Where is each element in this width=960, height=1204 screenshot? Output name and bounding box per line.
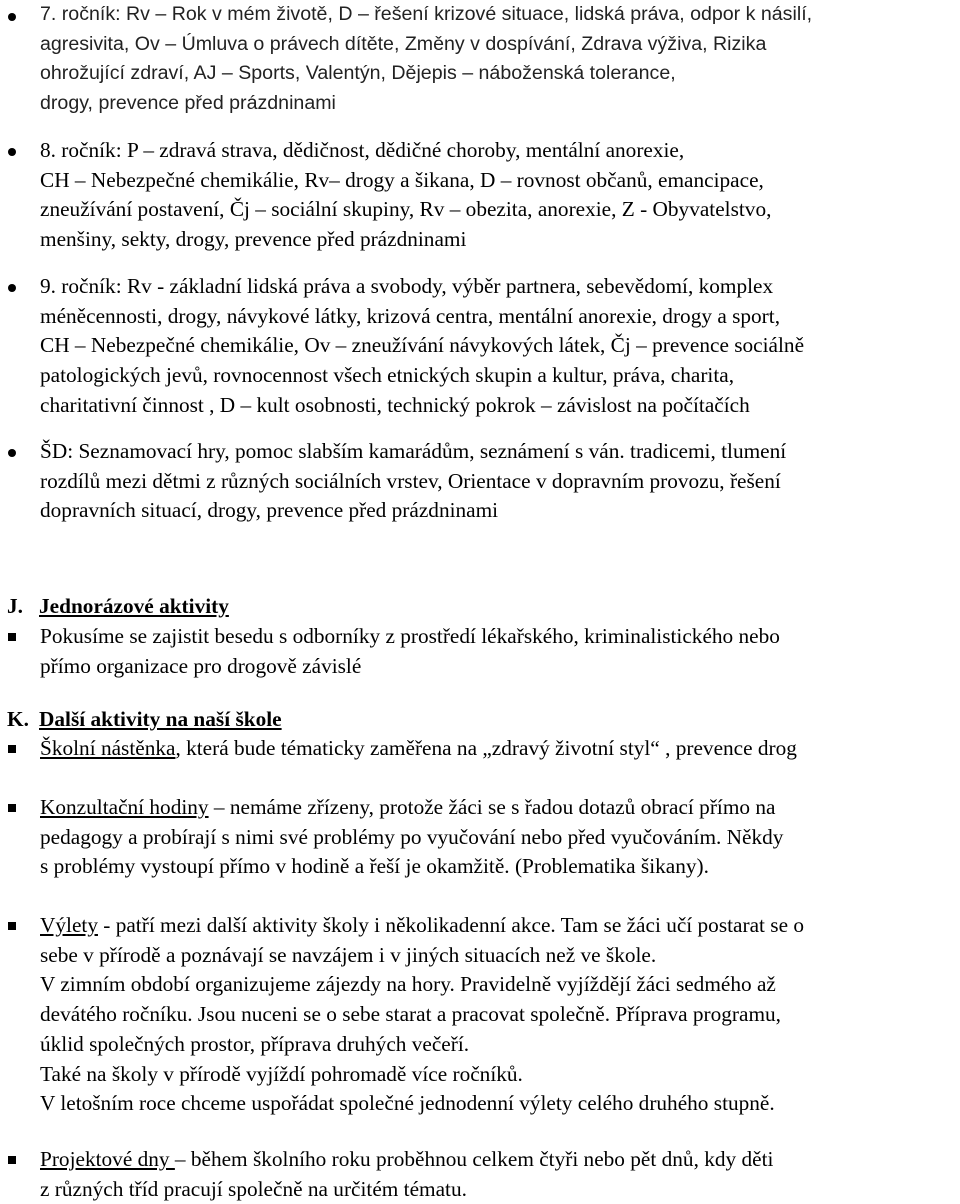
text-line: patologických jevů, rovnocennost všech etnických skupin a kultur, práva, charita, xyxy=(40,363,735,388)
section-heading-j xyxy=(7,592,947,622)
text-line: ŠD: Seznamovací hry, pomoc slabším kamarádům, seznámení s ván. tradicemi, tlumení xyxy=(40,439,787,463)
text-line: 9. ročník: Rv - základní lidská práva a svobody, výběr partnera, sebevědomí, komplex xyxy=(40,274,774,298)
text-line: s problémy vystoupí přímo v hodině a řeší je okamžitě. (Problematika šikany). xyxy=(40,854,709,879)
section-title: Další aktivity na naší škole xyxy=(39,707,282,731)
text-line: CH – Nebezpečné chemikálie, Rv– drogy a šikana, D – rovnost občanů, emancipace, xyxy=(40,167,764,192)
text-line: ohrožující zdraví, AJ – Sports, Valentýn, Dějepis – náboženská tolerance, xyxy=(40,62,676,84)
item-text: - patří mezi další aktivity školy i několikadenní akce. Tam se žáci učí postarat se o xyxy=(97,913,804,937)
list-item-grade-8 xyxy=(40,136,960,255)
section-letter: J. xyxy=(7,594,23,618)
text-line: V letošním roce chceme uspořádat společné jednodenní výlety celého druhého stupně. xyxy=(40,1091,775,1116)
text-line: CH – Nebezpečné chemikálie, Ov – zneužívání návykových látek, Čj – prevence sociálně xyxy=(40,333,805,358)
text-line: 7. ročník: Rv – Rok v mém životě, D – řešení krizové situace, lidská práva, odpor k násilí, xyxy=(40,3,813,25)
section-heading-k xyxy=(7,705,947,735)
text-line: zneužívání postavení, Čj – sociální skupiny, Rv – obezita, anorexie, Z - Obyvatelstvo, xyxy=(40,197,772,222)
text-line: drogy, prevence před prázdninami xyxy=(40,91,336,114)
text-line xyxy=(40,734,958,764)
text-line: Také na školy v přírodě vyjíždí pohromadě více ročníků. xyxy=(40,1061,523,1086)
list-item-sd xyxy=(40,437,960,526)
item-term: Projektové dny xyxy=(40,1147,175,1171)
list-item-grade-7 xyxy=(40,0,960,118)
text-line: pedagogy a probírají s nimi své problémy po vyučování nebo před vyučováním. Někdy xyxy=(40,824,784,849)
text-line: devátého ročníku. Jsou nuceni se o sebe starat a pracovat společně. Příprava programu, xyxy=(40,1002,781,1027)
text-line xyxy=(40,1145,958,1175)
text-line: Pokusíme se zajistit besedu s odborníky z prostředí lékařského, kriminalistického nebo xyxy=(40,624,780,648)
text-line xyxy=(40,911,958,941)
text-line: agresivita, Ov – Úmluva o právech dítěte, Změny v dospívání, Zdrava výživa, Rizika xyxy=(40,32,767,55)
list-item-konzultacni-hodiny xyxy=(40,793,958,882)
item-term: Školní nástěnka xyxy=(40,736,176,760)
text-line: rozdílů mezi dětmi z různých sociálních vrstev, Orientace v dopravním provozu, řešení xyxy=(40,468,781,493)
item-text: , která bude tématicky zaměřena na „zdravý životní styl“ , prevence drog xyxy=(175,736,797,760)
text-line: dopravních situací, drogy, prevence před prázdninami xyxy=(40,498,499,523)
item-term: Konzultační hodiny xyxy=(40,795,209,819)
list-item-grade-9 xyxy=(40,272,960,421)
text-line: úklid společných prostor, příprava druhých večeří. xyxy=(40,1031,470,1056)
list-item-vylety xyxy=(40,911,958,1119)
item-text: – nemáme zřízeny, protože žáci se s řadou dotazů obrací přímo na xyxy=(208,795,776,819)
text-line: z různých tříd pracují společně na určitém tématu. xyxy=(40,1176,467,1201)
section-title: Jednorázové aktivity xyxy=(39,594,229,618)
list-item-nastenka xyxy=(40,734,958,764)
text-line: 8. ročník: P – zdravá strava, dědičnost, dědičné choroby, mentální anorexie, xyxy=(40,138,685,162)
text-line: přímo organizace pro drogově závislé xyxy=(40,653,362,678)
list-item-projektove-dny xyxy=(40,1145,958,1204)
text-line: sebe v přírodě a poznávají se navzájem i v jiných situacích než ve škole. xyxy=(40,942,657,967)
list-item-beseda xyxy=(40,622,958,681)
text-line: charitativní činnost , D – kult osobnosti, technický pokrok – závislost na počítačích xyxy=(40,392,750,417)
text-line: menšiny, sekty, drogy, prevence před prázdninami xyxy=(40,227,467,252)
section-letter: K. xyxy=(7,707,29,731)
text-line: V zimním období organizujeme zájezdy na hory. Pravidelně vyjíždějí žáci sedmého až xyxy=(40,972,776,997)
item-text: – během školního roku proběhnou celkem čtyři nebo pět dnů, kdy děti xyxy=(174,1147,774,1171)
item-term: Výlety xyxy=(40,913,98,937)
text-line xyxy=(40,793,958,823)
text-line: méněcennosti, drogy, návykové látky, krizová centra, mentální anorexie, drogy a sport, xyxy=(40,303,781,328)
